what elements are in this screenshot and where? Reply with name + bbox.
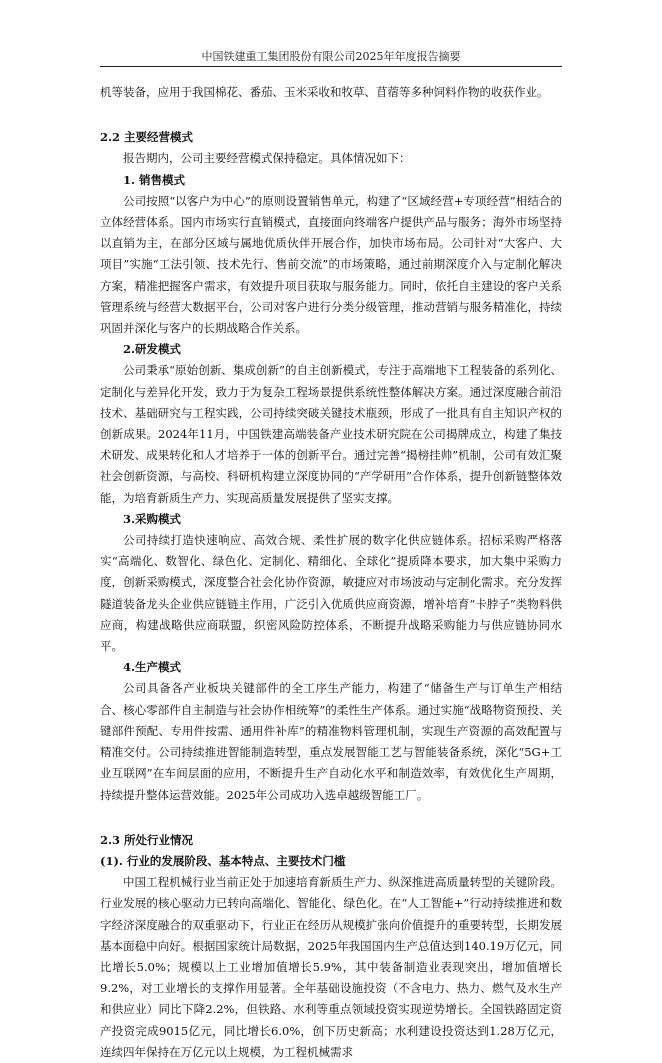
- header-divider: [100, 66, 562, 67]
- section-heading-business-model: 2.2 主要经营模式: [100, 130, 194, 145]
- section-heading-industry: 2.3 所处行业情况: [100, 832, 194, 847]
- business-model-intro: 报告期内，公司主要经营模式保持稳定。具体情况如下：: [123, 151, 411, 166]
- intro-continuation-paragraph: 机等装备，应用于我国棉花、番茄、玉米采收和牧草、苜蓿等多种饲料作物的收获作业。: [100, 85, 549, 99]
- industry-subheading: (1). 行业的发展阶段、基本特点、主要技术门槛: [100, 853, 346, 868]
- sales-model-heading: 1. 销售模式: [123, 172, 186, 187]
- rnd-model-paragraph: 公司秉承“原始创新、集成创新”的自主创新模式，专注于高端地下工程装备的系列化、定制化与差异化开发，致力于为复杂工程场景提供系统性整体解决方案。通过深度融合前沿技术、基础研究与工程实践，公司持续突破关键技术瓶颈，形成了一批具有自主知识产权的创新成果。2024年11月，中国铁建高端装备产业技术研究院在公司揭牌成立，构建了集技术研发、成果转化和人才培养于一体的创新平台。通过完善“揭榜挂帅”机制，公司有效汇聚社会创新资源，与高校、科研机构建立深度协同的“产学研用”合作体系，提升创新链整体效能，为培育新质生产力、实现高质量发展提供了坚实支撑。: [100, 363, 562, 505]
- production-model-heading: 4.生产模式: [123, 660, 182, 675]
- procurement-model-heading: 3.采购模式: [123, 511, 182, 526]
- production-model-paragraph: 公司具备各产业板块关键部件的全工序生产能力，构建了“储备生产与订单生产相结合、核心零部件自主制造与社会协作相统筹”的柔性生产体系。通过实施“战略物资预投、关键部件预配、专用件按需、通用件补库”的精准物料管理机制，实现生产资源的高效配置与精准交付。公司持续推进智能制造转型，重点发展智能工艺与智能装备系统，深化“5G+工业互联网”在车间层面的应用，不断提升生产自动化水平和制造效率，有效优化生产周期，持续提升整体运营效能。2025年公司成功入选卓越级智能工厂。: [100, 681, 562, 802]
- sales-model-paragraph: 公司按照“以客户为中心”的原则设置销售单元，构建了“区域经营+专项经营”相结合的立体经营体系。国内市场实行直销模式，直接面向终端客户提供产品与服务；海外市场坚持以直销为主，在部分区域与属地优质伙伴开展合作，加快市场布局。公司针对“大客户、大项目”实施“工法引领、技术先行、售前交流”的市场策略，通过前期深度介入与定制化解决方案，精准把握客户需求，有效提升项目获取与服务能力。同时，依托自主建设的客户关系管理系统与经营大数据平台，公司对客户进行分类分级管理，推动营销与服务精准化，持续巩固并深化与客户的长期战略合作关系。: [100, 193, 562, 336]
- page-header: 中国铁建重工集团股份有限公司2025年年度报告摘要: [201, 50, 461, 63]
- page-content: [100, 82, 562, 1063]
- rnd-model-heading: 2.研发模式: [123, 342, 182, 357]
- procurement-model-paragraph: 公司持续打造快速响应、高效合规、柔性扩展的数字化供应链体系。招标采购严格落实“高端化、数智化、绿色化、定制化、精细化、全球化”提质降本要求，加大集中采购力度，创新采购模式，深度整合社会化协作资源，敏捷应对市场波动与定制化需求。充分发挥隧道装备龙头企业供应链链主作用，广泛引入优质供应商资源，增补培育“卡脖子”类物料供应商，构建战略供应商联盟，织密风险防控体系，不断提升战略采购能力与供应链协同水平。: [100, 533, 562, 654]
- industry-paragraph: 中国工程机械行业当前正处于加速培育新质生产力、纵深推进高质量转型的关键阶段。行业发展的核心驱动力已转向高端化、智能化、绿色化。在“人工智能+”行动持续推进和数字经济深度融合的双重驱动下，行业正在经历从规模扩张向价值提升的重要转型，长期发展基本面稳中向好。根据国家统计局数据，2025年我国国内生产总值达到140.19万亿元，同比增长5.0%；规模以上工业增加值增长5.9%，其中装备制造业表现突出，增加值增长9.2%，对工业增长的支撑作用显著。全年基础设施投资（不含电力、热力、燃气及水生产和供应业）同比下降2.2%，但铁路、水利等重点领域投资实现逆势增长。全国铁路固定资产投资完成9015亿元，同比增长6.0%，创下历史新高；水利建设投资达到1.28万亿元，连续四年保持在万亿元以上规模，为工程机械需求: [100, 875, 562, 1059]
